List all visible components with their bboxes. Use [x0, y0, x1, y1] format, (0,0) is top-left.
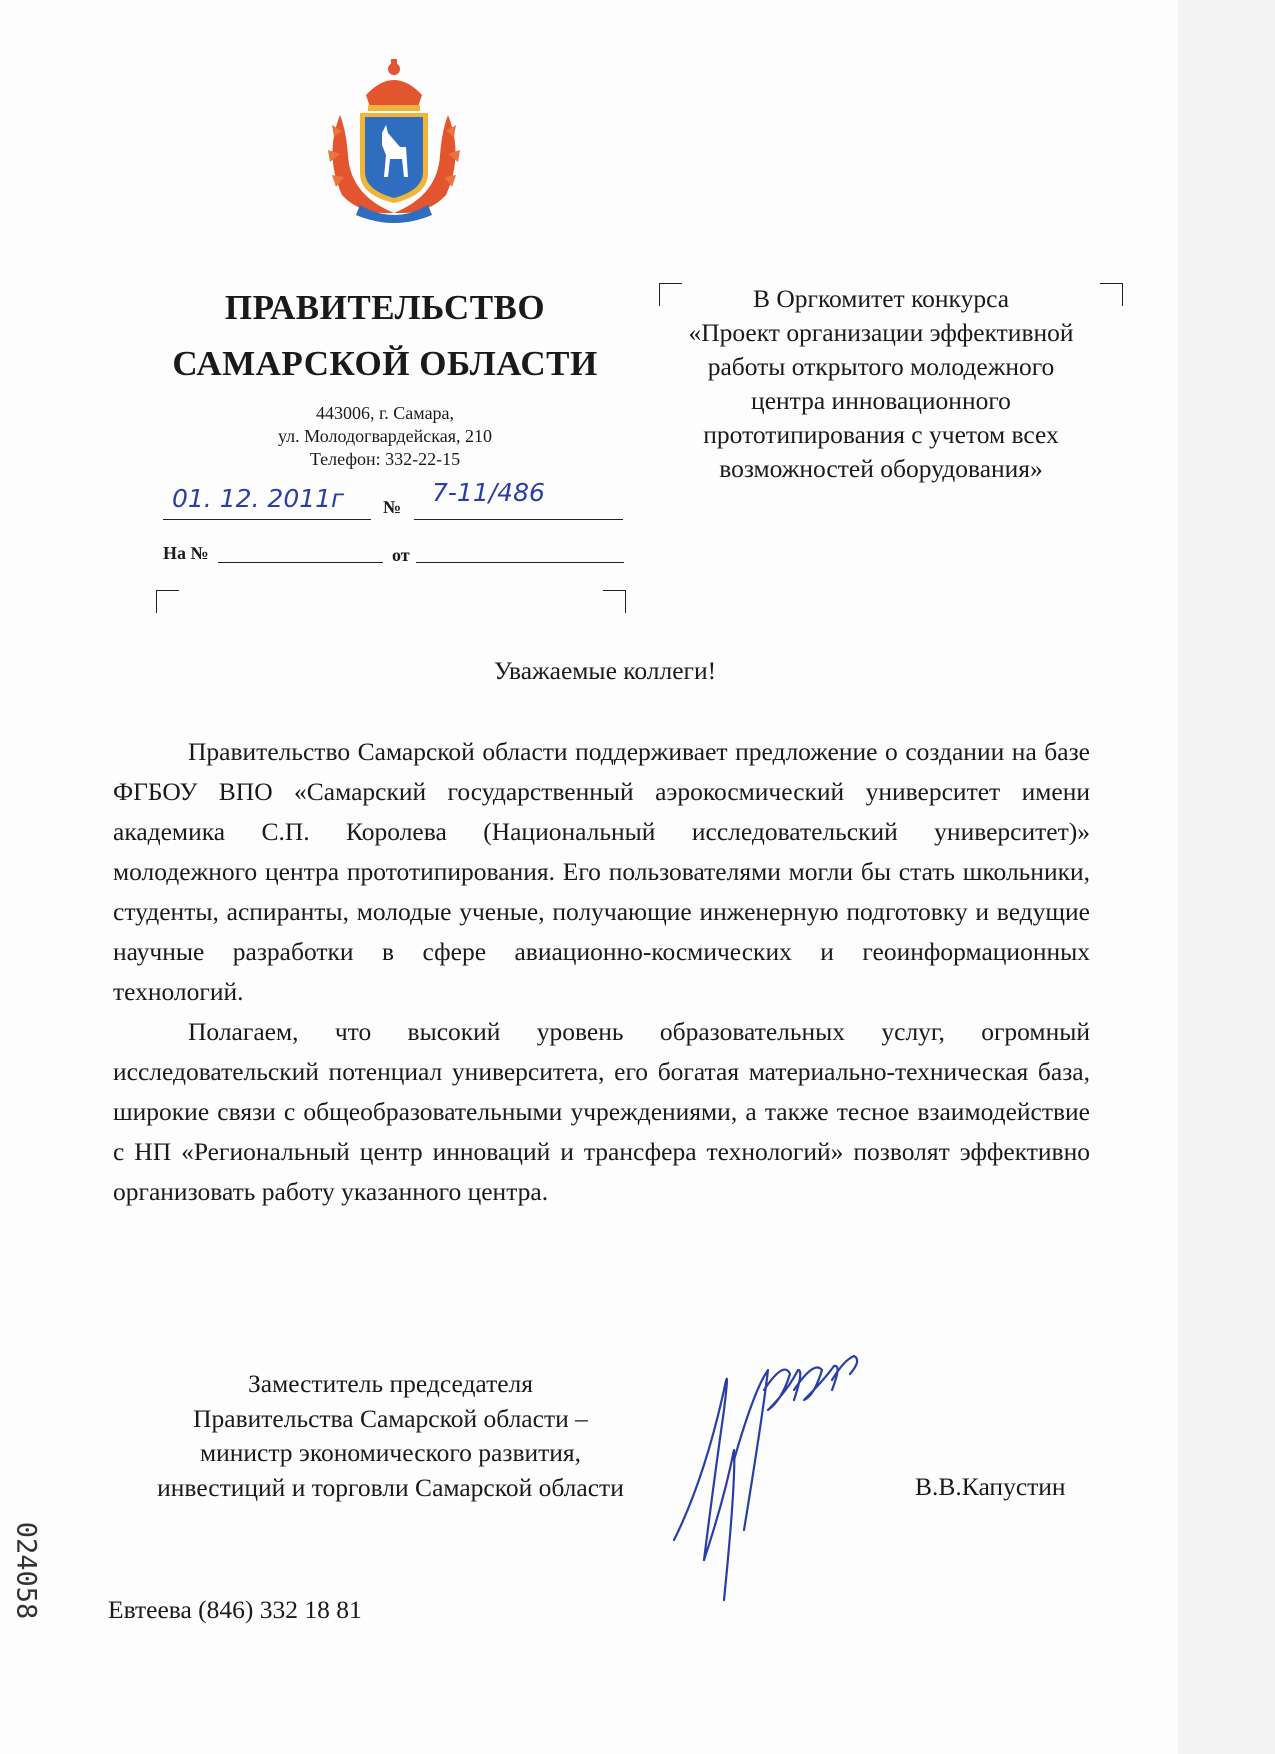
reference-date-line — [416, 562, 624, 563]
position-line: министр экономического развития, — [199, 1438, 582, 1467]
position-line: Заместитель председателя — [248, 1369, 533, 1398]
reference-number-line — [218, 562, 383, 563]
reference-label: На № — [163, 543, 209, 563]
corner-mark — [603, 590, 626, 613]
greeting: Уважаемые коллеги! — [493, 656, 717, 685]
contact-person: Евтеева (846) 332 18 81 — [108, 1595, 362, 1624]
position-line: инвестиций и торговли Самарской области — [157, 1472, 624, 1502]
government-title — [150, 280, 620, 392]
number-sign: № — [383, 497, 402, 517]
addressee-block — [656, 282, 1106, 486]
address-line: 443006, г. Самара, — [315, 403, 455, 423]
registration-date: 01. 12. 2011г — [172, 484, 345, 513]
addressee-line: «Проект организации эффективной — [688, 318, 1074, 347]
address-line: ул. Молодогвардейская, 210 — [277, 426, 493, 446]
number-underline — [414, 519, 623, 520]
addressee-line: центра инновационного — [751, 386, 1011, 415]
signer-position — [118, 1367, 663, 1505]
coat-of-arms-icon — [320, 55, 468, 223]
sender-address — [220, 402, 550, 471]
addressee-line: прототипирования с учетом всех — [703, 420, 1059, 449]
date-underline — [163, 519, 371, 520]
document-serial-number — [1, 1505, 51, 1635]
phone-line: Телефон: 332-22-15 — [309, 449, 461, 469]
corner-mark — [156, 590, 179, 613]
title-line: ПРАВИТЕЛЬСТВО — [224, 288, 546, 327]
letter-body — [113, 732, 1090, 1212]
addressee-line: возможностей оборудования» — [719, 454, 1043, 483]
serial-number-text: 024058 — [10, 1521, 42, 1620]
addressee-line: работы открытого молодежного — [707, 352, 1055, 381]
title-line: САМАРСКОЙ ОБЛАСТИ — [172, 344, 598, 383]
position-line: Правительства Самарской области – — [193, 1403, 588, 1433]
signer-name: В.В.Капустин — [915, 1472, 1066, 1501]
registration-number: 7-11/486 — [432, 478, 545, 507]
reference-from-label: от — [392, 545, 410, 565]
paragraph: Полагаем, что высокий уровень образовательных услуг, огромный исследовательский потенциал университета, его богатая материально-техническая база, широкие связи с общеобразовательными учреждениями, а также тесное взаимодействие с НП «Региональный центр инноваций и трансфера технологий» позволят эффективно организовать работу указанного центра. — [113, 1017, 1090, 1206]
paragraph: Правительство Самарской области поддерживает предложение о создании на базе ФГБОУ ВПО «Самарский государственный аэрокосмический университет имени академика С.П. Королева (Национальный исследовательский университет)» молодежного центра прототипирования. Его пользователями могли бы стать школьники, студенты, аспиранты, молодые ученые, получающие инженерную подготовку и ведущие научные разработки в сфере авиационно-космических и геоинформационных технологий. — [113, 737, 1090, 1006]
handwritten-signature-icon — [664, 1330, 874, 1620]
addressee-line: В Оргкомитет конкурса — [752, 284, 1010, 313]
